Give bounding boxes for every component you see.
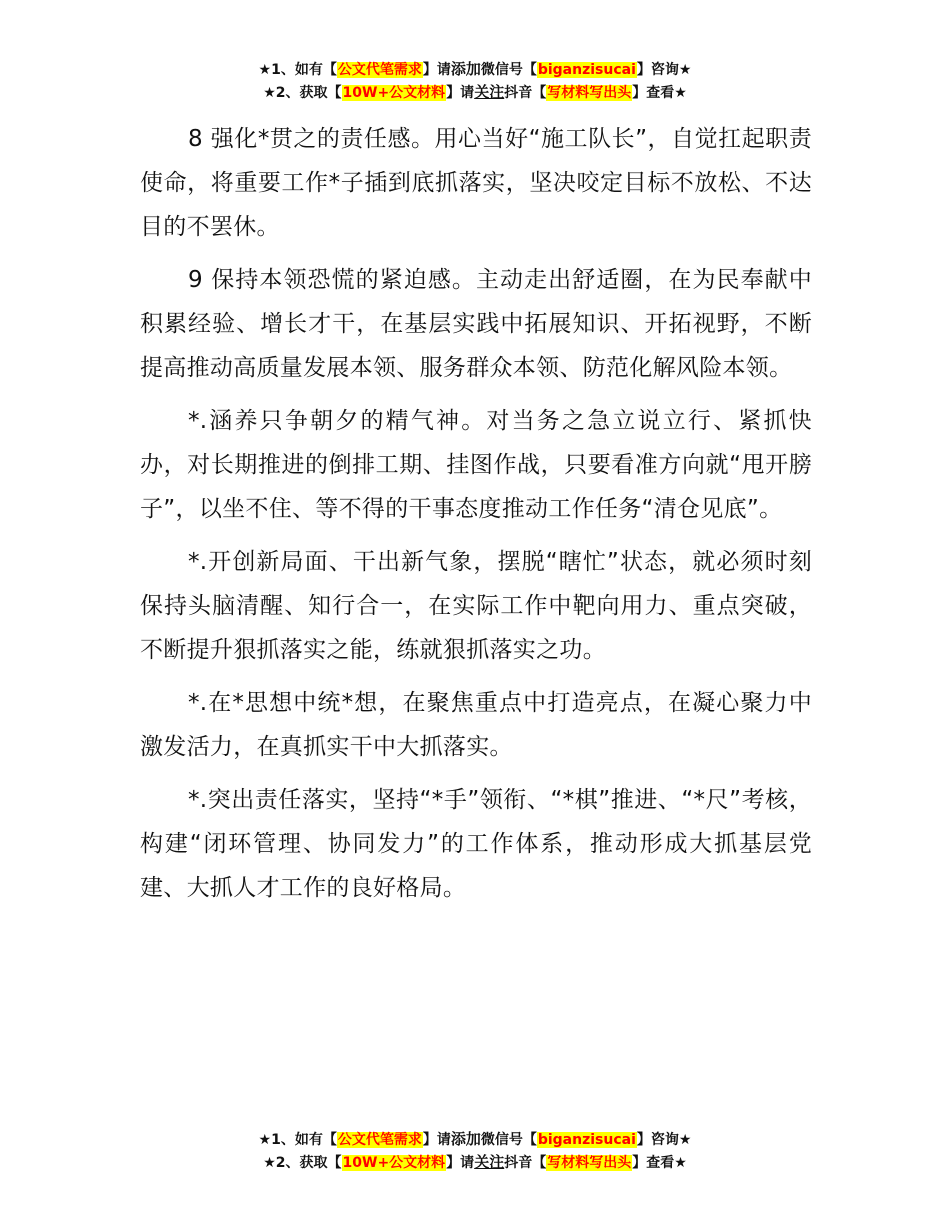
highlight-douyin-account: 写材料写出头 <box>547 85 632 101</box>
highlight-materials: 10W+公文材料 <box>342 1155 446 1171</box>
highlight-douyin-account: 写材料写出头 <box>547 1155 632 1171</box>
footer-banner <box>0 1128 950 1174</box>
footer-line-2: ★2、获取【10W+公文材料】请关注抖音【写材料写出头】查看★ <box>263 1153 687 1171</box>
highlight-service: 公文代笔需求 <box>337 62 422 78</box>
footer-line-1: ★1、如有【公文代笔需求】请添加微信号【biganzisucai】咨询★ <box>258 1130 692 1148</box>
banner-line-2: ★2、获取【10W+公文材料】请关注抖音【写材料写出头】查看★ <box>263 83 687 101</box>
header-banner <box>0 58 950 104</box>
paragraph-11: *.开创新局面、干出新气象，摆脱“瞎忙”状态，就必须时刻保持头脑清醒、知行合一，在实际工作中靶向用力、重点突破，不断提升狠抓落实之能，练就狠抓落实之功。 <box>140 549 812 663</box>
paragraph-8: 8 强化*贯之的责任感。用心当好“施工队长”，自觉扛起职责使命，将重要工作*子插到底抓落实，坚决咬定目标不放松、不达目的不罢休。 <box>140 126 812 240</box>
paragraph-9: 9 保持本领恐慌的紧迫感。主动走出舒适圈，在为民奉献中积累经验、增长才干，在基层实践中拓展知识、开拓视野，不断提高推动高质量发展本领、服务群众本领、防范化解风险本领。 <box>140 267 812 381</box>
banner-line-1: ★1、如有【公文代笔需求】请添加微信号【biganzisucai】咨询★ <box>258 60 692 78</box>
document-body <box>140 117 812 919</box>
highlight-materials: 10W+公文材料 <box>342 85 446 101</box>
paragraph-10: *.涵养只争朝夕的精气神。对当务之急立说立行、紧抓快办，对长期推进的倒排工期、挂图作战，只要看准方向就“甩开膀子”，以坐不住、等不得的干事态度推动工作任务“清仓见底”。 <box>140 408 812 522</box>
highlight-wechat-id: biganzisucai <box>537 62 636 78</box>
paragraph-12: *.在*思想中统*想，在聚焦重点中打造亮点，在凝心聚力中激发活力，在真抓实干中大抓落实。 <box>140 690 812 760</box>
paragraph-13: *.突出责任落实，坚持“*手”领衔、“*棋”推进、“*尺”考核，构建“闭环管理、协同发力”的工作体系，推动形成大抓基层党建、大抓人才工作的良好格局。 <box>140 787 812 901</box>
highlight-service: 公文代笔需求 <box>337 1132 422 1148</box>
highlight-wechat-id: biganzisucai <box>537 1132 636 1148</box>
